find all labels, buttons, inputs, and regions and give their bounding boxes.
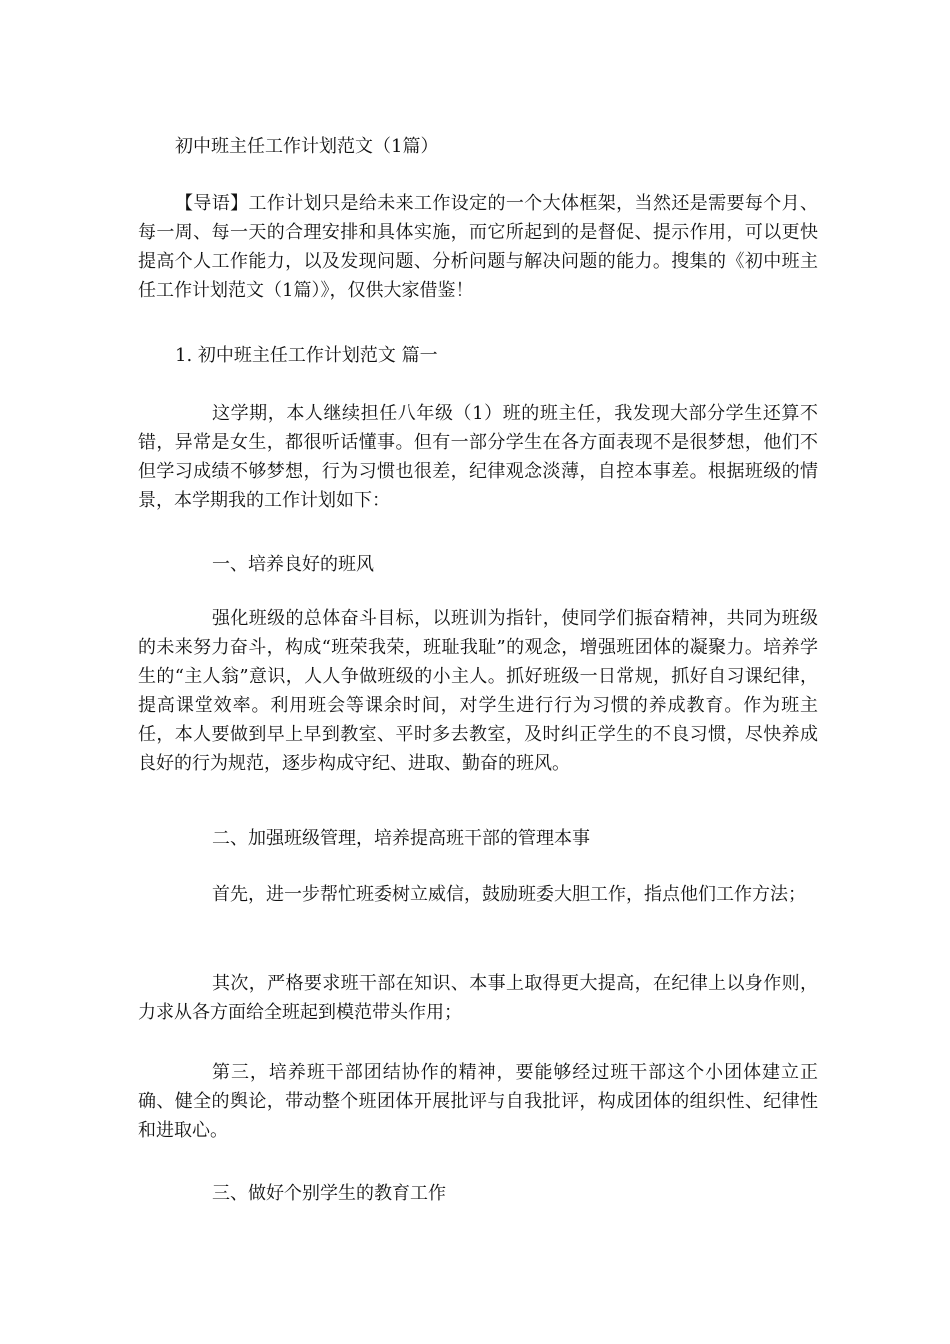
- subheading-3: 三、做好个别学生的教育工作: [212, 1183, 446, 1204]
- intro-paragraph: 【导语】工作计划只是给未来工作设定的一个大体框架，当然还是需要每个月、每一周、每一天的合理安排和具体实施，而它所起到的是督促、提示作用，可以更快提高个人工作能力，以及发现问题、分析问题与解决问题的能力。搜集的《初中班主任工作计划范文（1篇）》，仅供大家借鉴！: [138, 193, 818, 301]
- body-paragraph-1: 这学期，本人继续担任八年级（1）班的班主任，我发现大部分学生还算不错，异常是女生，都很听话懂事。但有一部分学生在各方面表现不是很梦想，他们不但学习成绩不够梦想，行为习惯也很差，纪律观念淡薄，自控本事差。根据班级的情景，本学期我的工作计划如下：: [138, 403, 818, 511]
- document-title: 初中班主任工作计划范文（1篇）: [175, 136, 439, 157]
- body-paragraph-4: 其次，严格要求班干部在知识、本事上取得更大提高，在纪律上以身作则，力求从各方面给全班起到模范带头作用；: [138, 973, 818, 1023]
- body-paragraph-2: 强化班级的总体奋斗目标，以班训为指针，使同学们振奋精神，共同为班级的未来努力奋斗，构成“班荣我荣，班耻我耻”的观念，增强班团体的凝聚力。培养学生的“主人翁”意识，人人争做班级的小主人。抓好班级一日常规，抓好自习课纪律，提高课堂效率。利用班会等课余时间，对学生进行行为习惯的养成教育。作为班主任，本人要做到早上早到教室、平时多去教室，及时纠正学生的不良习惯，尽快养成良好的行为规范，逐步构成守纪、进取、勤奋的班风。: [138, 608, 818, 774]
- body-paragraph-5: 第三，培养班干部团结协作的精神，要能够经过班干部这个小团体建立正确、健全的舆论，带动整个班团体开展批评与自我批评，构成团体的组织性、纪律性和进取心。: [138, 1062, 818, 1141]
- body-paragraph-3: 首先，进一步帮忙班委树立威信，鼓励班委大胆工作，指点他们工作方法；: [212, 884, 806, 905]
- subheading-1: 一、培养良好的班风: [212, 554, 374, 575]
- section-heading: 1. 初中班主任工作计划范文 篇一: [175, 345, 438, 366]
- subheading-2: 二、加强班级管理，培养提高班干部的管理本事: [212, 828, 590, 849]
